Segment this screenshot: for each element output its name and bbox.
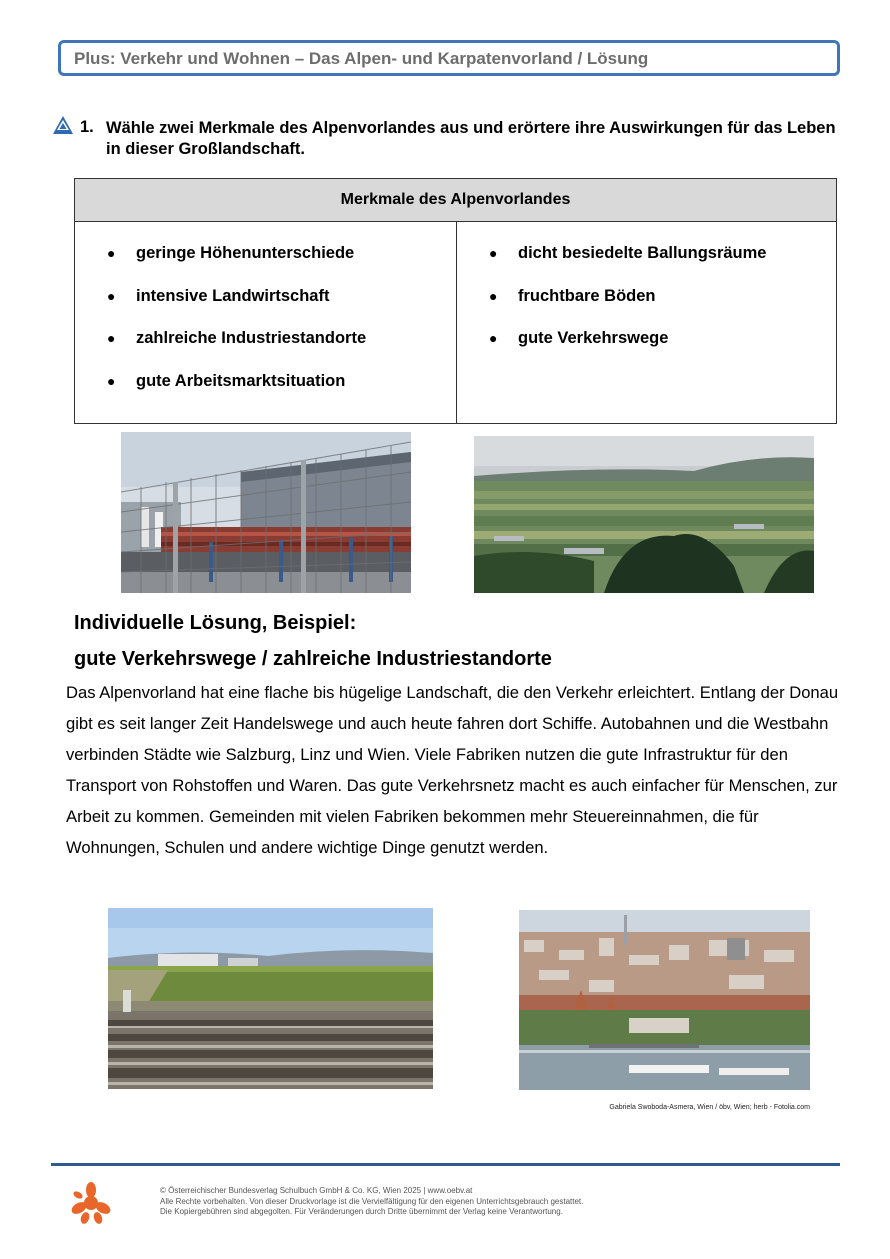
footer-line-2: Alle Rechte vorbehalten. Von dieser Druckvorlage ist die Vervielfältigung für den eigenen Unterrichtsgebrauch gestattet. (160, 1196, 584, 1206)
photo-landscape (474, 436, 814, 593)
bullet-icon: ● (107, 245, 116, 261)
triangle-level-icon (53, 116, 73, 134)
table-column-right (489, 243, 766, 371)
footer-divider (51, 1163, 840, 1166)
bullet-icon: ● (489, 330, 498, 347)
task-number: 1. (80, 118, 94, 136)
footer-text (160, 1186, 583, 1218)
photo-industrial-site (121, 432, 411, 593)
solution-title: Individuelle Lösung, Beispiel: (74, 612, 357, 634)
table-column-left (107, 243, 366, 414)
list-item: ● gute Arbeitsmarktsituation (107, 372, 346, 391)
bullet-icon: ● (107, 330, 116, 347)
publisher-logo-icon (70, 1182, 112, 1224)
list-item: ● gute Verkehrswege (489, 329, 669, 348)
bullet-icon: ● (107, 373, 116, 390)
solution-subtitle: gute Verkehrswege / zahlreiche Industriestandorte (74, 648, 552, 670)
photo-railway (108, 908, 433, 1089)
list-item: ● fruchtbare Böden (489, 286, 656, 305)
list-item: ● dicht besiedelte Ballungsräume (489, 244, 767, 262)
bullet-icon: ● (107, 287, 116, 304)
footer-line-1: © Österreichischer Bundesverlag Schulbuch GmbH & Co. KG, Wien 2025 | www.oebv.at (160, 1186, 473, 1195)
solution-text: Das Alpenvorland hat eine flache bis hügelige Landschaft, die den Verkehr erleichtert. Entlang der Donau gibt es seit langer Zeit Handelswege und auch heute fahren dort Schiffe. Autobahnen und die Westbahn verbinden Städte wie Salzburg, Linz und Wien. Viele Fabriken nutzen die gute Infrastruktur für den Transport von Rohstoffen und Waren. Das gute Verkehrsnetz macht es auch einfacher für Menschen, zur Arbeit zu kommen. Gemeinden mit vielen Fabriken bekommen mehr Steuereinnahmen, die für Wohnungen, Schulen und andere wichtige Dinge genutzt werden. (66, 683, 839, 857)
task-text: Wähle zwei Merkmale des Alpenvorlandes aus und erörtere ihre Auswirkungen für das Leben in dieser Großlandschaft. (106, 119, 836, 158)
footer-line-3: Die Kopiergebühren sind abgegolten. Für Veränderungen durch Dritte übernimmt der Verlag keine Verantwortung. (160, 1207, 563, 1216)
list-item: ● intensive Landwirtschaft (107, 286, 330, 305)
photo-credit: Gabriela Swoboda-Asmera, Wien / öbv, Wien; herb - Fotolia.com (609, 1104, 810, 1111)
features-table (74, 178, 837, 424)
photo-city-vienna (519, 910, 810, 1090)
bullet-icon: ● (489, 287, 498, 304)
table-header: Merkmale des Alpenvorlandes (75, 179, 836, 222)
list-item: ● zahlreiche Industriestandorte (107, 329, 367, 348)
bullet-icon: ● (489, 245, 498, 261)
page-title: Plus: Verkehr und Wohnen – Das Alpen- und Karpatenvorland / Lösung (74, 49, 649, 68)
list-item: ● geringe Höhenunterschiede (107, 244, 355, 262)
table-divider (456, 222, 457, 423)
